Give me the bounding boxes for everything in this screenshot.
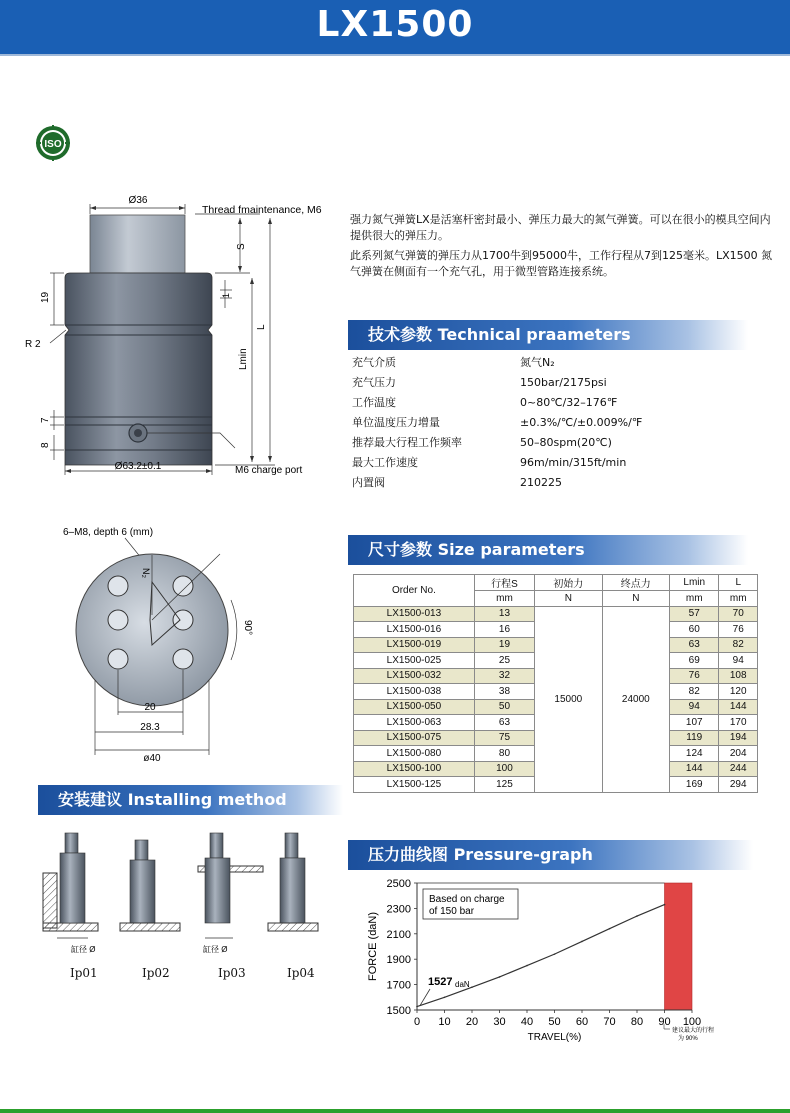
start-value-label: 1527 [428, 976, 453, 988]
side-view-drawing [20, 190, 350, 490]
x-tick-label: 50 [548, 1016, 561, 1028]
y-tick-label: 2100 [386, 928, 411, 941]
table-row [354, 606, 758, 622]
col-end-unit: N [602, 591, 669, 607]
tech-value: 210225 [520, 476, 562, 489]
tech-label: 内置阀 [352, 476, 385, 489]
ip01-label: Ip01 [70, 966, 98, 980]
header-bar [0, 0, 790, 54]
size-table [353, 574, 758, 793]
col-lmin-unit: mm [670, 591, 719, 607]
cell-order: LX1500-075 [354, 730, 475, 746]
col-initial: 初始力 [535, 575, 602, 591]
n2-mark: N₂ [141, 568, 151, 578]
cell-l: 108 [719, 668, 758, 684]
recommended-limit-zone [665, 883, 693, 1010]
dim-d36: Ø36 [128, 195, 148, 206]
tech-value: ±0.3%/℃/±0.009%/℉ [520, 416, 643, 429]
tech-label: 单位温度压力增量 [352, 416, 440, 429]
cell-lmin: 124 [670, 746, 719, 762]
tech-value: 50–80spm(20℃) [520, 436, 612, 449]
cell-order: LX1500-025 [354, 653, 475, 669]
thread-label: Thread fmaintenance, M6 [202, 204, 322, 216]
cell-order: LX1500-016 [354, 622, 475, 638]
footer-divider [0, 1109, 790, 1113]
cell-stroke: 13 [474, 606, 534, 622]
cell-lmin: 94 [670, 699, 719, 715]
y-tick-label: 1500 [386, 1005, 411, 1017]
data-point [609, 928, 611, 930]
dim-19: 19 [40, 291, 51, 303]
cell-stroke: 38 [474, 684, 534, 700]
tech-value: 氮气N₂ [520, 356, 555, 369]
header-divider [0, 54, 790, 56]
pressure-heading: 压力曲线图 Pressure-graph [348, 840, 753, 870]
cell-l: 70 [719, 606, 758, 622]
cell-l: 294 [719, 777, 758, 793]
cell-lmin: 69 [670, 653, 719, 669]
col-lmin: Lmin [670, 575, 719, 591]
cell-stroke: 50 [474, 699, 534, 715]
dim-lmin: Lmin [238, 348, 249, 370]
cell-stroke: 80 [474, 746, 534, 762]
bottom-view-drawing [55, 520, 285, 765]
dim-8: 8 [40, 442, 51, 448]
tech-label: 充气压力 [352, 376, 396, 389]
dim-d40: ø40 [143, 753, 161, 764]
ip01-diagram [43, 833, 98, 954]
cell-lmin: 57 [670, 606, 719, 622]
cell-lmin: 63 [670, 637, 719, 653]
description-p1: 强力氮气弹簧LX是活塞杆密封最小、弹压力最大的氮气弹簧。可以在很小的模具空间内提供很大的弹压力。 [350, 213, 771, 242]
cell-l: 120 [719, 684, 758, 700]
y-axis-label: FORCE (daN) [367, 911, 379, 982]
y-tick-label: 1700 [386, 979, 411, 992]
dim-20: 20 [144, 702, 156, 713]
tech-label: 充气介质 [352, 356, 396, 369]
cell-stroke: 100 [474, 761, 534, 777]
tech-label: 工作温度 [352, 396, 396, 409]
bore-note: 缸径 Ø [71, 945, 96, 954]
cell-stroke: 63 [474, 715, 534, 731]
ip03-diagram [198, 833, 263, 954]
cell-lmin: 169 [670, 777, 719, 793]
cell-l: 76 [719, 622, 758, 638]
size-heading: 尺寸参数 Size parameters [348, 535, 748, 565]
cell-lmin: 60 [670, 622, 719, 638]
dim-r2: R 2 [25, 339, 41, 350]
charge-note-line1: Based on charge [429, 894, 505, 905]
charge-port-label: M6 charge port [235, 465, 303, 476]
cell-order: LX1500-125 [354, 777, 475, 793]
x-axis-label: TRAVEL(%) [527, 1032, 582, 1043]
technical-heading: 技术参数 Technical praameters [348, 320, 748, 350]
cell-stroke: 125 [474, 777, 534, 793]
ip02-diagram [120, 840, 180, 931]
iso-logo-icon [35, 124, 71, 162]
x-tick-label: 30 [493, 1016, 506, 1028]
x-tick-label: 40 [520, 1016, 534, 1028]
cell-order: LX1500-038 [354, 684, 475, 700]
tech-label: 最大工作速度 [352, 456, 418, 469]
y-tick-label: 2300 [386, 903, 411, 916]
dim-7: 7 [40, 417, 51, 423]
dim-1: 1 [221, 292, 231, 298]
data-point [581, 941, 583, 943]
limit-note-1: 建议最大的行程 [672, 1028, 715, 1034]
ip04-diagram [268, 833, 318, 931]
ip03-label: Ip03 [218, 966, 246, 980]
col-l-unit: mm [719, 591, 758, 607]
cell-l: 82 [719, 637, 758, 653]
x-tick-label: 70 [603, 1016, 616, 1028]
data-point [471, 986, 473, 988]
installing-diagrams [38, 828, 338, 968]
y-tick-label: 2500 [386, 878, 411, 890]
limit-note-2: 为 90% [678, 1036, 698, 1042]
series-line [417, 905, 665, 1007]
x-tick-label: 80 [630, 1016, 644, 1028]
x-tick-label: 100 [682, 1016, 702, 1028]
installing-heading: 安装建议 Installing method [38, 785, 343, 815]
x-tick-label: 20 [465, 1016, 479, 1028]
data-point [499, 976, 501, 978]
dim-s: S [236, 243, 247, 250]
y-tick-label: 1900 [386, 954, 411, 967]
iso-logo-text: ISO [44, 139, 62, 150]
col-order: Order No. [354, 575, 475, 607]
bottom-view-title: 6–M8, depth 6 (mm) [63, 527, 154, 538]
cell-l: 94 [719, 653, 758, 669]
data-point [416, 1006, 418, 1008]
description-p2: 此系列氮气弹簧的弹压力从1700牛到95000牛，工作行程从7到125毫米。LX1500 氮气弹簧在侧面有一个充气孔，用于微型管路连接系统。 [350, 249, 773, 278]
data-point [526, 965, 528, 967]
cell-stroke: 75 [474, 730, 534, 746]
ip04-label: Ip04 [287, 966, 315, 980]
cell-l: 144 [719, 699, 758, 715]
cell-order: LX1500-019 [354, 637, 475, 653]
col-end: 终点力 [602, 575, 669, 591]
cell-lmin: 82 [670, 684, 719, 700]
col-stroke: 行程S [474, 575, 534, 591]
charge-note-line2: of 150 bar [429, 906, 475, 917]
data-point [636, 915, 638, 917]
cell-order: LX1500-013 [354, 606, 475, 622]
ip02-label: Ip02 [142, 966, 170, 980]
x-tick-label: 60 [575, 1016, 589, 1028]
x-tick-label: 0 [413, 1016, 421, 1028]
cell-stroke: 19 [474, 637, 534, 653]
page-title: LX1500 [316, 4, 474, 45]
cell-order: LX1500-063 [354, 715, 475, 731]
col-initial-unit: N [535, 591, 602, 607]
start-value-unit: daN [455, 980, 470, 989]
dim-l: L [256, 324, 267, 330]
cell-lmin: 144 [670, 761, 719, 777]
cell-stroke: 32 [474, 668, 534, 684]
cell-order: LX1500-080 [354, 746, 475, 762]
dim-28: 28.3 [140, 722, 160, 733]
cell-initial-force: 15000 [535, 606, 602, 792]
col-stroke-unit: mm [474, 591, 534, 607]
cell-stroke: 16 [474, 622, 534, 638]
cell-lmin: 107 [670, 715, 719, 731]
cell-order: LX1500-032 [354, 668, 475, 684]
tech-value: 96m/min/315ft/min [520, 456, 627, 469]
cell-l: 244 [719, 761, 758, 777]
tech-value: 150bar/2175psi [520, 376, 607, 389]
pressure-chart [360, 872, 780, 1052]
cell-l: 170 [719, 715, 758, 731]
tech-label: 推荐最大行程工作频率 [352, 436, 462, 449]
data-point [554, 953, 556, 955]
cell-l: 204 [719, 746, 758, 762]
x-tick-label: 90 [658, 1016, 671, 1028]
dim-d63: Ø63.2±0.1 [114, 461, 162, 472]
data-point [444, 997, 446, 999]
cell-l: 194 [719, 730, 758, 746]
bore-note-2: 缸径 Ø [203, 945, 228, 954]
dim-angle: 90° [242, 620, 253, 636]
cell-end-force: 24000 [602, 606, 669, 792]
data-point [664, 904, 666, 906]
cell-order: LX1500-100 [354, 761, 475, 777]
x-tick-label: 10 [438, 1016, 451, 1028]
cell-lmin: 76 [670, 668, 719, 684]
cell-order: LX1500-050 [354, 699, 475, 715]
col-l: L [719, 575, 758, 591]
cell-lmin: 119 [670, 730, 719, 746]
cell-stroke: 25 [474, 653, 534, 669]
tech-value: 0~80℃/32–176℉ [520, 396, 618, 409]
